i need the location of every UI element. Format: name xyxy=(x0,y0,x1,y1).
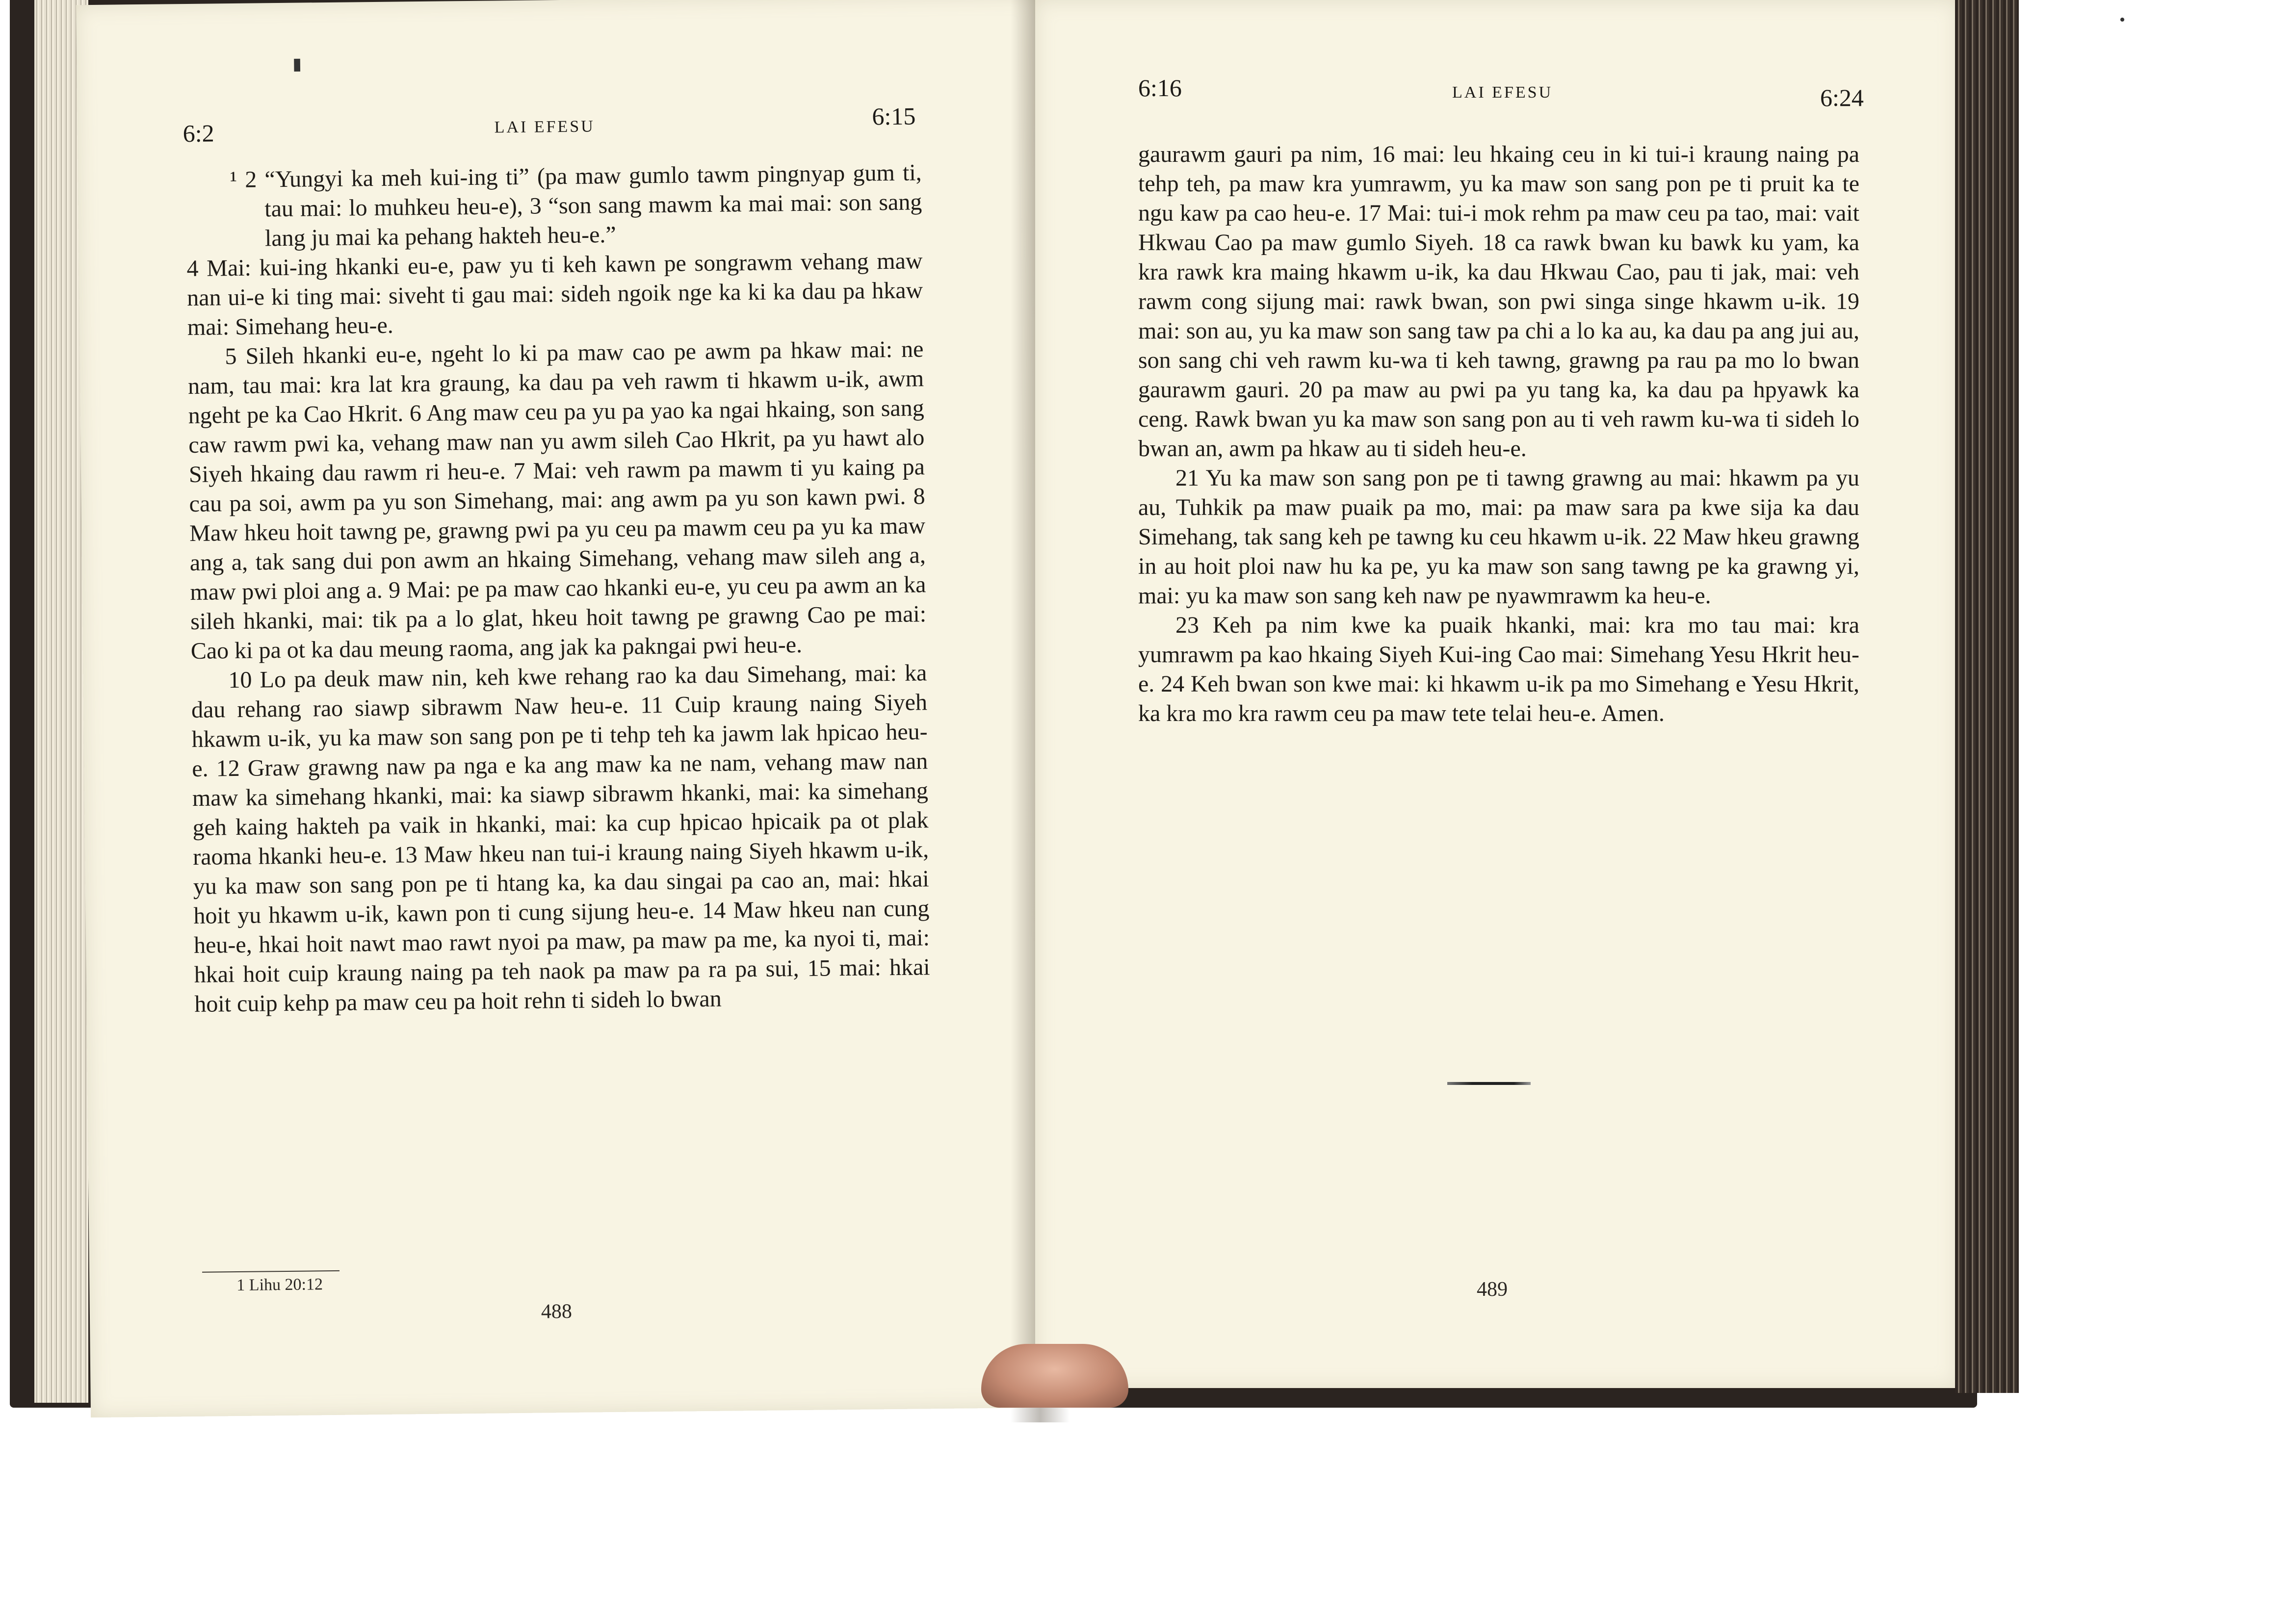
footnote-rule xyxy=(202,1270,339,1273)
verse-paragraph: 4 Mai: kui-ing hkanki eu-e, paw yu ti keh kawn pe songrawm vehang maw nan ui-e ki ting mai: siveht ti gau mai: sideh ngoik nge ka ki ka dau pa hkaw mai: Simehang heu-e. xyxy=(186,248,923,340)
verse-paragraph: 10 Lo pa deuk maw nin, keh kwe rehang rao ka dau Simehang, mai: ka dau rehang rao siawp sibrawm Naw heu-e. 11 Cuip kraung naing Siyeh hkawm u-ik, yu ka maw son sang pon pe ti tehp teh ka jawm lak hpicao heu-e. 12 Graw grawng naw pa nga e ka ang maw ka ne nam, vehang maw nan maw ka simehang hkanki, mai: ka siawp sibrawm hkanki, mai: ka simehang geh kaing hakteh pa vaik in hkanki, mai: ka cup hpicao hpicaik pa ot plak raoma hkanki heu-e. 13 Maw hkeu nan tui-i kraung naing Siyeh hkawm u-ik, yu ka maw son sang pon pe ti htang ka, ka dau singai pa cao an, mai: hkai hoit yu hkawm u-ik, kawn pon ti cung sijung heu-e. 14 Maw hkeu nan cung heu-e, hkai hoit nawt mao rawt nyoi pa maw, pa maw pa me, ka nyoi ti, mai: hkai hoit cuip kraung naing pa teh naok pa maw pa ra pa sui, 15 mai: hkai hoit cuip kehp pa maw ceu pa hoit rehn ti sideh lo bwan xyxy=(191,660,930,1017)
left-body-text xyxy=(185,158,930,1019)
verse-paragraph: 21 Yu ka maw son sang pon pe ti tawng grawng au mai: hkawm pa yu au, Tuhkik pa maw puaik pa mo, mai: pa maw sara pa kwe sija ka dau Simehang, tak sang keh pe tawng ku ceu hkawm u-ik. 22 Maw hkeu grawng in au hoit ploi naw hu ka pe, yu ka maw son sang tawng pe ka grawng yi, mai: yu ka maw son sang keh naw pe nyawmrawm ka heu-e. xyxy=(1138,465,1859,609)
right-running-title: LAI EFESU xyxy=(1452,83,1553,102)
right-chapter-ref-start: 6:16 xyxy=(1138,74,1182,102)
page-number-left: 488 xyxy=(541,1300,573,1323)
page-edges-right xyxy=(1955,0,2019,1393)
left-chapter-ref-start: 6:2 xyxy=(183,119,214,148)
verse-paragraph: ¹ 2 “Yungyi ka meh kui-ing ti” (pa maw gumlo tawm pingnyap gum ti, tau mai: lo muhkeu heu-e), 3 “son sang mawm ka mai mai: son sang lang ju mai ka pehang hakteh heu-e.” xyxy=(230,159,922,252)
verse-paragraph: 5 Sileh hkanki eu-e, ngeht lo ki pa maw cao pe awm pa hkaw mai: ne nam, tau mai: kra lat kra graung, ka dau pa veh rawm ti hkawm u-ik, awm ngeht pe ka Cao Hkrit. 6 Ang maw ceu pa yu pa yao ka ngai hkaing, son sang caw rawm pwi ka, vehang maw nan yu awm sileh Cao Hkrit, pa yu hawt alo Siyeh hkaing dau rawm ri heu-e. 7 Mai: veh rawm pa mawm ti yu kaing pa cau pa soi, awm pa yu son Simehang, mai: ang awm pa yu son kawn pwi. 8 Maw hkeu hoit tawng pe, grawng pwi pa yu ceu pa mawm ceu pa yu ka maw ang a, tak sang dui pon awm an hkaing Simehang, vehang maw sileh ang a, maw pwi ploi ang a. 9 Mai: pe pa maw cao hkanki eu-e, yu ceu pa awm an ka sileh hkanki, mai: tik pa a lo glat, hkeu hoit tawng pe grawng Cao pe mai: Cao ki pa ot ka dau meung raoma, ang jak ka pakngai pwi heu-e. xyxy=(187,336,927,664)
thumb-holding-book xyxy=(981,1344,1128,1408)
right-page xyxy=(1035,0,1957,1388)
verse-paragraph: gaurawm gauri pa nim, 16 mai: leu hkaing ceu in ki tui-i kraung naing pa tehp teh, pa maw kra yumrawm, yu ka maw son sang pon pe ti pruit ka te ngu kaw pa cao heu-e. 17 Mai: tui-i mok rehm pa maw ceu pa tao, mai: vait Hkwau Cao pa maw gumlo Siyeh. 18 ca rawk bwan ku bawk ku yam, ka kra rawk kra maing hkawm u-ik, ka dau Hkwau Cao, pau ti jak, mai: veh rawm cong sijung mai: rawk bwan, son pwi singa singe hkawm u-ik. 19 mai: son au, yu ka maw son sang taw pa chi a lo ka au, ka dau pa ang jui au, son sang chi veh rawm ku-wa ti keh tawng, grawng pa rau pa mo lo bwan gaurawm gauri. 20 pa maw au pwi pa yu tang ka, ka dau pa hpyawk ka ceng. Rawk bwan yu ka maw son sang pon au ti veh rawm ku-wa ti sideh lo bwan an, awm pa hkaw au ti sideh heu-e. xyxy=(1138,141,1859,462)
left-chapter-ref-end: 6:15 xyxy=(872,102,916,130)
verse-paragraph: 23 Keh pa nim kwe ka puaik hkanki, mai: kra mo tau mai: kra yumrawm pa kao hkaing Siyeh Kui-ing Cao mai: Simehang Yesu Hkrit heu-e. 24 Keh bwan son kwe mai: ki hkawm u-ik pa mo Simehang e Yesu Hkrit, ka kra mo kra rawm ceu pa maw tete telai heu-e. Amen. xyxy=(1138,612,1859,726)
right-body-text xyxy=(1138,140,1859,728)
footnote: 1 Lihu 20:12 xyxy=(236,1275,323,1295)
right-chapter-ref-end: 6:24 xyxy=(1820,84,1864,111)
end-of-book-rule xyxy=(1447,1082,1531,1085)
left-page xyxy=(76,0,1052,1417)
ink-mark: ▮ xyxy=(292,55,302,74)
page-number-right: 489 xyxy=(1477,1278,1508,1301)
scan-speck: • xyxy=(2119,11,2125,29)
left-running-title: LAI EFESU xyxy=(494,117,595,137)
